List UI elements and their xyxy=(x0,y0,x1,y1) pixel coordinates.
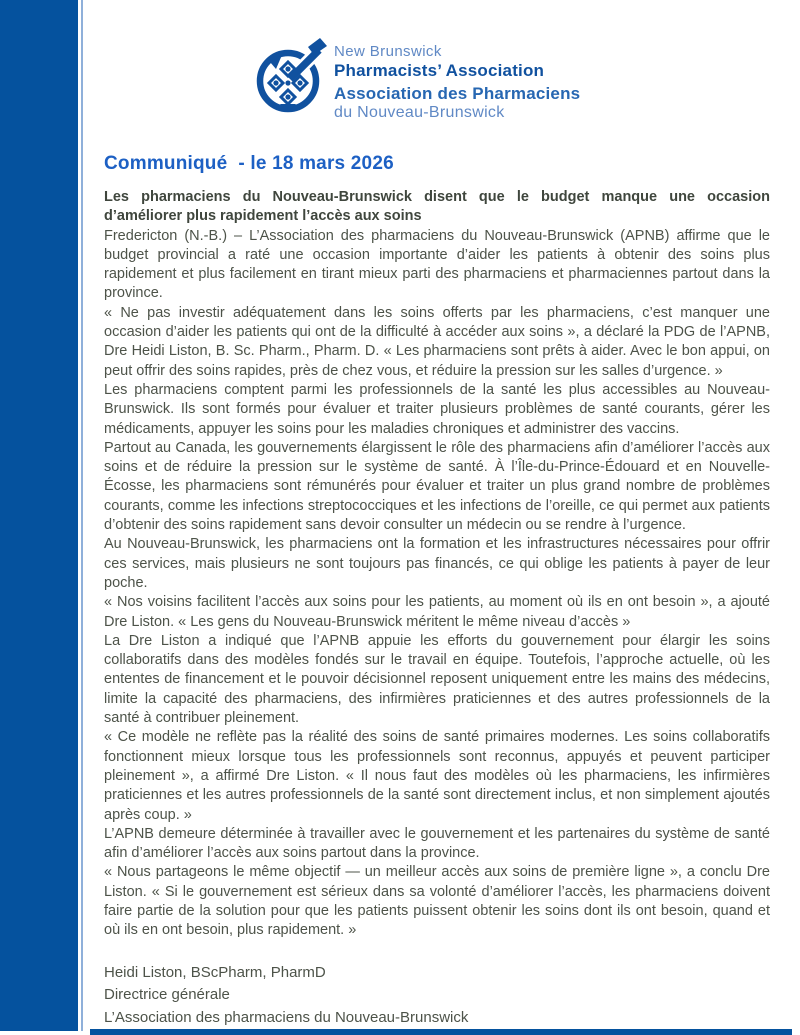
press-release-title: Les pharmaciens du Nouveau-Brunswick disent que le budget manque une occasion d’améliorer plus rapidement l’accès aux soins xyxy=(104,189,770,225)
press-release-paragraph: L’APNB demeure déterminée à travailler avec le gouvernement et les partenaires du système de santé afin d’améliorer l’accès aux soins partout dans la province. xyxy=(104,825,770,862)
press-release-paragraph: « Ce modèle ne reflète pas la réalité des soins de santé primaires modernes. Les soins collaboratifs fonctionnent mieux lorsque tous les professionnels sont reconnus, appuyés et peuvent participer pleinement », a affirmé Dre Liston. « Il nous faut des modèles où les pharmaciens, les infirmières praticiennes et les autres professionnels de la santé sont directement inclus, et non simplement ajoutés après coup. » xyxy=(104,729,770,823)
signature-block xyxy=(104,962,770,1030)
press-release-paragraph: Partout au Canada, les gouvernements élargissent le rôle des pharmaciens afin d’améliorer l’accès aux soins et de réduire la pression sur le système de santé. À l’Île-du-Prince-Édouard et en Nouvelle-Écosse, les pharmaciens sont rémunérés pour évaluer et traiter un plus grand nombre de problèmes courants, comme les infections streptococciques et les infections de l’oreille, ce qui permet aux patients d’obtenir des soins rapidement sans devoir consulter un médecin ou se rendre à l’urgence. xyxy=(104,439,770,534)
logo-line-association-des-pharmaciens: Association des Pharmaciens xyxy=(334,84,581,103)
signature-role: Directrice générale xyxy=(104,986,230,1004)
signature-organization: L’Association des pharmaciens du Nouveau-Brunswick xyxy=(104,1008,469,1026)
logo-line-du-nouveau-brunswick: du Nouveau-Brunswick xyxy=(334,104,505,121)
press-release-paragraph: « Nous partageons le même objectif — un meilleur accès aux soins de première ligne », a conclu Dre Liston. « Si le gouvernement est sérieux dans sa volonté d’améliorer l’accès, les pharmaciens doivent faire partie de la solution pour que les patients puissent obtenir les soins dont ils ont besoin, quand et où ils en ont besoin, plus rapidement. » xyxy=(104,864,770,939)
press-release-paragraph: Les pharmaciens comptent parmi les professionnels de la santé les plus accessibles au Nouveau-Brunswick. Ils sont formés pour évaluer et traiter plusieurs problèmes de santé courants, gérer les médicaments, appuyer les soins pour les maladies chroniques et administrer des vaccins. xyxy=(104,381,770,437)
bottom-blue-bar xyxy=(90,1029,792,1035)
press-release-paragraph: Fredericton (N.-B.) – L’Association des pharmaciens du Nouveau-Brunswick (APNB) affirme que le budget provincial a raté une occasion importante d’aider les patients à obtenir des soins plus rapidement et plus facilement en tirant mieux parti des pharmaciens et pharmaciennes partout dans la province. xyxy=(104,227,770,302)
press-release-body xyxy=(104,188,770,941)
communique-date-heading: Communiqué - le 18 mars 2026 xyxy=(104,153,394,174)
press-release-paragraph: Au Nouveau-Brunswick, les pharmaciens ont la formation et les infrastructures nécessaires pour offrir ces services, mais plusieurs ne sont toujours pas financés, ce qui oblige les patients à payer de leur poche. xyxy=(104,536,770,591)
left-accent-line xyxy=(81,0,83,1031)
signature-name: Heidi Liston, BScPharm, PharmD xyxy=(104,963,326,981)
press-release-paragraph: La Dre Liston a indiqué que l’APNB appuie les efforts du gouvernement pour élargir les soins collaboratifs dans des modèles fondés sur le travail en équipe. Toutefois, l’approche actuelle, où les ententes de financement et le pouvoir décisionnel reposent uniquement entre les mains des médecins, limite la capacité des pharmaciens, des infirmières praticiennes et des autres professionnels de la santé à contribuer pleinement. xyxy=(104,632,770,727)
left-blue-bar xyxy=(0,0,78,1031)
logo-line-pharmacists-association: Pharmacists’ Association xyxy=(334,61,545,80)
pharmacists-association-logo-text xyxy=(334,44,580,121)
press-release-paragraph: « Nos voisins facilitent l’accès aux soins pour les patients, au moment où ils en ont besoin », a ajouté Dre Liston. « Les gens du Nouveau-Brunswick méritent le même niveau d’accès » xyxy=(104,594,770,630)
pharmacists-association-logo-icon xyxy=(252,38,330,118)
press-release-paragraph: « Ne pas investir adéquatement dans les soins offerts par les pharmaciens, c’est manquer une occasion d’aider les patients qui ont de la difficulté à accéder aux soins », a déclaré la PDG de l’APNB, Dre Heidi Liston, B. Sc. Pharm., Pharm. D. « Les pharmaciens sont prêts à aider. Avec le bon appui, on peut offrir des soins rapides, près de chez vous, et réduire la pression sur les salles d’urgence. » xyxy=(104,304,770,379)
logo-line-new-brunswick: New Brunswick xyxy=(334,43,442,60)
press-release-content xyxy=(104,153,770,1029)
